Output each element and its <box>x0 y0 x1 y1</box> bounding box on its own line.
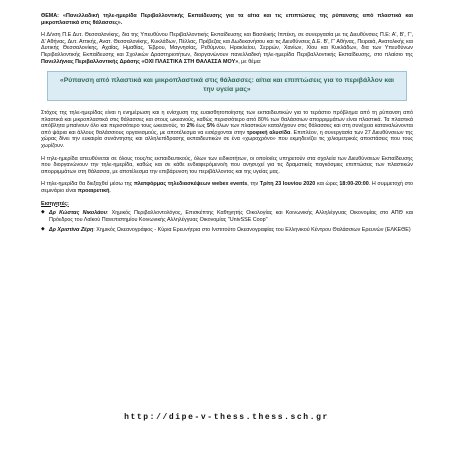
subject-line <box>41 13 413 26</box>
topic-callout <box>47 71 407 101</box>
speaker-item <box>41 210 413 223</box>
goal-paragraph <box>41 110 413 150</box>
speakers-heading: Εισηγητές: <box>41 200 69 207</box>
goal-text-4: . Επιπλέον, η συνεργασία των 27 Διευθύνσεων της χώρας δίνει την ευκαιρία συνάντησης και αλληλεπίδρασης εκπαιδευτικών σε ένα «χωροχρόνο» που εκμηδενίζει τις χιλιομετρικές αποστάσεις που τους χωρίζουν. <box>41 129 413 149</box>
schedule-time: 18:00-20:00 <box>339 181 369 188</box>
schedule-date: Τρίτη 23 Ιουνίου 2020 <box>259 181 316 188</box>
schedule-optional: προαιρετική <box>77 187 110 194</box>
speaker-item <box>41 227 413 234</box>
speaker-name: Δρ Χριστίνα Ζέρη <box>49 227 94 234</box>
goal-bold-3: τροφική αλυσίδα <box>246 129 291 136</box>
intro-text: Η Δ/νση Π.Ε Δυτ. Θεσσαλονίκης, δια της Υπευθύνου Περιβαλλοντικής Εκπαίδευσης και Βασιλικής Ιππέκη, σε συνεργασία με τις Διευθύνσεις Π.Ε: Α', Β', Γ', Δ' Αθήνας, Δυτ. Αττικής, Ανατ. Θεσσαλονίκης, Κυκλάδων, Πέλλας, Πρέβεζας και Δωδεκανήσου και τις Διευθύνσεις Δ.Ε. Β', Γ' Αθήνας, Πειραιά, Ανατολικής και Δυτικής Θεσσαλονίκης, Αχαΐας, Ημαθίας, Έβρου, Μαγνησίας, Ρεθύμνου, Ηρακλείου, Σερρών, Χανίων, Χίου και Κυκλάδων, δια των Υπευθύνων Περιβαλλοντικής Εκπαίδευσης και Σχολικών Δραστηριοτήτων, διοργανώνουν πανελλαδική τηλε-ημερίδα Περιβαλλοντικής Εκπαίδευσης, στο πλαίσιο της <box>41 32 413 58</box>
diamond-bullet-icon: ◆ <box>41 210 45 216</box>
speaker-bio: : Χημικός Ωκεανογράφος - Κύρια Ερευνήτρια στο Ινστιτούτο Ωκεανογραφίας του Ελληνικού Κέντρου Θαλάσσιων Ερευνών (ΕΛΚΕΘΕ) <box>93 227 411 234</box>
goal-text-3: όλων των πλαστικών καταλήγουν στις θάλασσες και στη συνέχεια καταναλώνονται από ψάρια και άλλους θαλάσσιους οργανισμούς, με αποτέλεσμα να εισέρχονται στην <box>41 123 413 136</box>
speaker-description <box>49 227 413 234</box>
footer-url-link[interactable]: http://dipe-v-thess.thess.sch.gr <box>124 413 329 422</box>
goal-bold-2: 5% <box>206 123 215 130</box>
schedule-text-4: . Η συμμετοχή στο σεμινάριο είναι <box>41 181 414 194</box>
speaker-name: Δρ Κώστας Νικολάου <box>49 210 107 217</box>
intro-action-name: Πανελλήνιας Περιβαλλοντικής Δράσης «ΟΧΙ ΠΛΑΣΤΙΚΑ ΣΤΗ ΘΑΛΑΣΣΑ ΜΟΥ» <box>41 58 239 65</box>
intro-suffix: , με θέμα: <box>238 58 262 65</box>
speaker-description <box>49 210 413 223</box>
schedule-text-3: και ώρες <box>316 181 338 188</box>
callout-text: «Ρύπανση από πλαστικά και μικροπλαστικά στις θάλασσες: αίτια και επιπτώσεις για το περιβάλλον και την υγεία μας» <box>59 77 395 93</box>
goal-text-2: έως <box>196 123 206 130</box>
subject-text: «Πανελλαδική τηλε-ημερίδα Περιβαλλοντικής Εκπαίδευσης για τα αίτια και τις επιπτώσεις της ρύπανσης από πλαστικά και μικροπλαστικά στις θάλασσες». <box>41 13 413 26</box>
audience-paragraph <box>41 156 413 176</box>
goal-bold-1: 2% <box>186 123 195 130</box>
schedule-text-5: . <box>109 187 111 194</box>
speaker-bio: : Χημικός Περιβαλλοντολόγος, Επισκέπτης Καθηγητής Οικολογίας και Κοινωνικής Αλληλέγγυας Οικονομίας στο ΑΠΘ και Πρόεδρος του Λαϊκού Πανεπιστημίου Κοινωνικής Αλληλέγγυας Οικονομίας "UnivSSE Coop" <box>49 210 414 223</box>
schedule-paragraph <box>41 181 413 194</box>
subject-prefix: ΘΕΜΑ: <box>41 13 59 19</box>
diamond-bullet-icon: ◆ <box>41 227 45 233</box>
audience-text: Η τηλε-ημερίδα απευθύνεται σε όλους τους/τις εκπαιδευτικούς, όλων των ειδικοτήτων, οι οποίοι/ες υπηρετούν στα σχολεία των Διευθύνσεων Εκπαίδευσης που διοργανώνουν την τηλε-ημερίδα, καθώς και σε κάθε ενδιαφερόμενο/η που ανησυχεί για τις δραματικές παγκόσμιες επιπτώσεις των πλαστικών απορριμμάτων στη θάλασσα, με αποτέλεσμα την επιβάρυνση του περιβάλλοντος και της υγείας μας. <box>41 155 413 175</box>
schedule-text-1: Η τηλε-ημερίδα θα διεξαχθεί μέσω της <box>41 181 133 188</box>
goal-text-1: Στόχος της τηλε-ημερίδας είναι η ενημέρωση και η ενίσχυση της ευαισθητοποίησης των εκπαιδευτικών για το τεράστιο πρόβλημα από τη ρύπανση από πλαστικά και μικροπλαστικά στις θάλασσες και στους ωκεανούς, καθώς περισσότερο από 80% των θαλάσσιων απορριμμάτων είναι πλαστικά. Τα πλαστικά απόβλητα μπαίνουν όλο και περισσότερο τους ωκεανούς, το <box>41 109 413 130</box>
schedule-platform: πλατφόρμας τηλεδιασκέψεων webex events <box>133 181 248 188</box>
schedule-text-2: , την <box>247 181 259 188</box>
intro-paragraph <box>41 32 413 65</box>
